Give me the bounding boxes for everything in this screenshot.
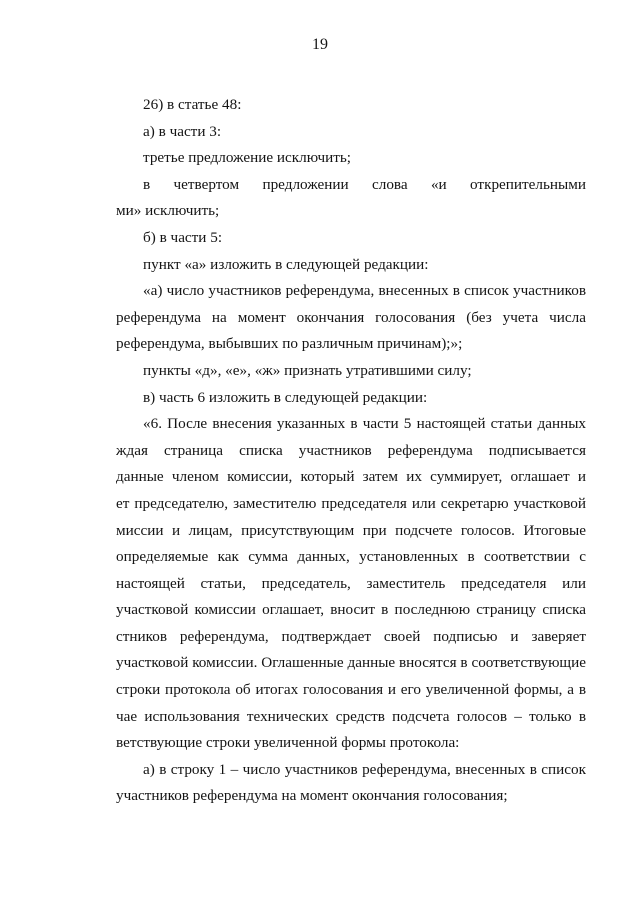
text-line: референдума на момент окончания голосования (без учета числа bbox=[116, 308, 586, 326]
text-line: в четвертом предложении слова «и открепительными bbox=[143, 175, 586, 193]
text-line: настоящей статьи, председатель, заместитель председателя или bbox=[116, 574, 586, 592]
page-number: 19 bbox=[312, 36, 328, 53]
text-line: пункты «д», «е», «ж» признать утратившими силу; bbox=[143, 361, 472, 379]
text-line: стников референдума, подтверждает своей подписью и заверяет bbox=[116, 627, 586, 645]
text-line: 26) в статье 48: bbox=[143, 96, 242, 113]
text-line: «6. После внесения указанных в части 5 настоящей статьи данных bbox=[143, 415, 586, 433]
text-line: участковой комиссии. Оглашенные данные вносятся в соответствующие bbox=[116, 654, 586, 672]
text-line: третье предложение исключить; bbox=[143, 149, 352, 167]
text-line: ждая страница списка участников референдума подписывается bbox=[116, 441, 586, 459]
text-line: участников референдума на момент окончания голосования; bbox=[116, 787, 508, 805]
text-line: пункт «а» изложить в следующей редакции: bbox=[143, 255, 429, 273]
text-line: а) в строку 1 – число участников референдума, внесенных в список bbox=[143, 760, 586, 778]
text-line: ветствующие строки увеличенной формы протокола: bbox=[116, 734, 460, 752]
text-line: данные членом комиссии, который затем их суммирует, оглашает и bbox=[116, 468, 586, 486]
text-line: строки протокола об итогах голосования и его увеличенной формы, а в bbox=[116, 681, 586, 699]
text-line: миссии и лицам, присутствующим при подсчете голосов. Итоговые bbox=[116, 521, 586, 539]
text-line: «а) число участников референдума, внесенных в список участников bbox=[143, 282, 586, 300]
text-line: в) часть 6 изложить в следующей редакции: bbox=[143, 388, 428, 406]
text-line: а) в части 3: bbox=[143, 122, 222, 140]
document-body bbox=[116, 92, 586, 810]
text-line: референдума, выбывших по различным причинам);»; bbox=[116, 335, 463, 353]
text-line: чае использования технических средств подсчета голосов – только в bbox=[116, 707, 586, 725]
text-line: ет председателю, заместителю председателя или секретарю участковой bbox=[116, 494, 586, 512]
text-line: определяемые как сумма данных, установленных в соответствии с bbox=[116, 548, 586, 566]
text-line: б) в части 5: bbox=[143, 228, 223, 246]
text-line: ми» исключить; bbox=[116, 202, 220, 220]
text-line: участковой комиссии оглашает, вносит в последнюю страницу списка bbox=[116, 601, 586, 619]
